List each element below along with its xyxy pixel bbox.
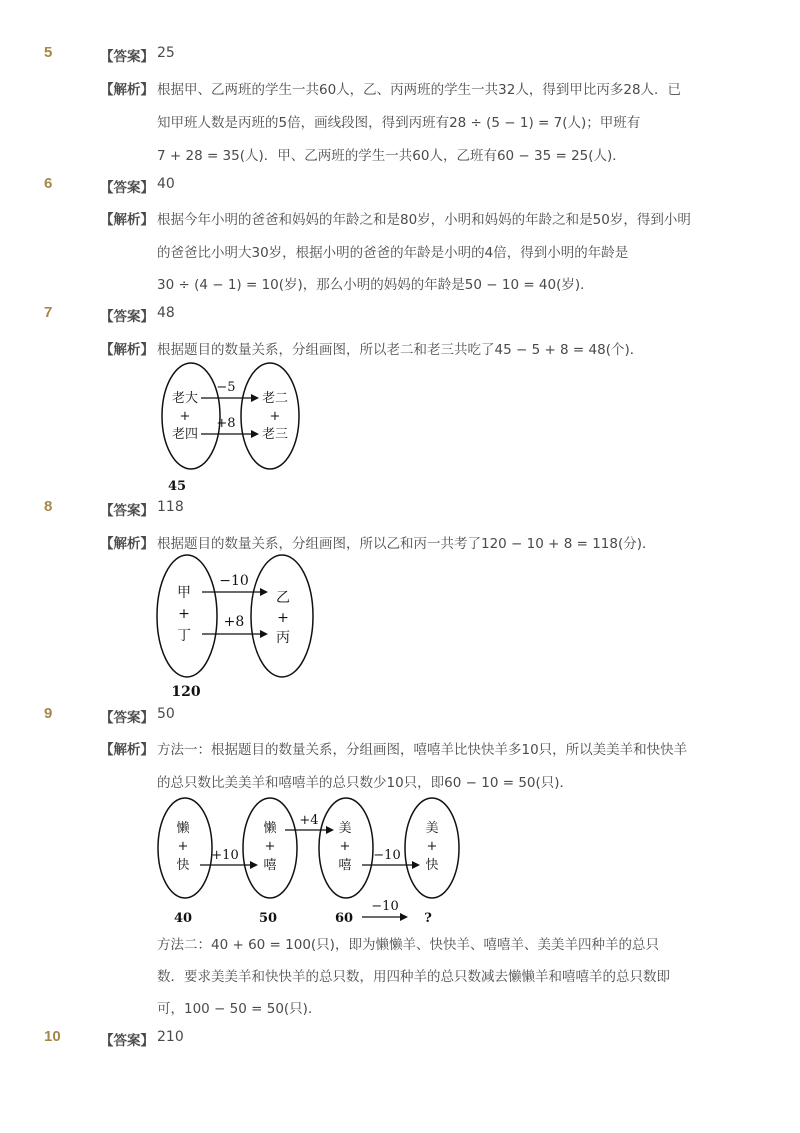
answer-label: 【答案】 xyxy=(100,503,154,519)
answer-label: 【答案】 xyxy=(100,309,154,325)
question-number: 7 xyxy=(44,304,53,321)
answer-label: 【答案】 xyxy=(100,180,154,196)
group-1-plus: + xyxy=(177,839,189,854)
arrow-head xyxy=(412,861,420,869)
answer-label: 【答案】 xyxy=(100,710,154,726)
question-number: 5 xyxy=(44,44,53,61)
arrow-head xyxy=(251,394,259,402)
group-3-top: 美 xyxy=(338,821,352,836)
analysis-label: 【解析】 xyxy=(100,82,154,98)
grouping-diagram xyxy=(150,790,470,930)
analysis-line: 7 + 28 = 35(人)．甲、乙两班的学生一共60人，乙班有60 − 35 = 25(人)． xyxy=(157,148,626,164)
group-4-top: 美 xyxy=(425,821,439,836)
group-2-bottom: 嘻 xyxy=(263,858,277,873)
arrow-label: −10 xyxy=(373,848,401,863)
answer-value: 25 xyxy=(157,45,175,61)
group-2-plus: + xyxy=(264,839,276,854)
group-ellipse-left xyxy=(162,363,220,469)
grouping-diagram xyxy=(150,552,320,702)
analysis-line: 根据题目的数量关系，分组画图，所以乙和丙一共考了120 − 10 + 8 = 118(分)． xyxy=(157,536,656,552)
analysis-label: 【解析】 xyxy=(100,212,154,228)
left-group-plus: + xyxy=(178,606,190,622)
group-total: 120 xyxy=(171,684,201,700)
method2-line: 方法二：40 + 60 = 100(只)，即为懒懒羊、快快羊、嘻嘻羊、美美羊四种羊的总只 xyxy=(157,937,659,953)
arrow-head xyxy=(251,430,259,438)
answer-value: 210 xyxy=(157,1029,184,1045)
analysis-label: 【解析】 xyxy=(100,742,154,758)
question-number: 10 xyxy=(44,1028,61,1045)
left-group-bottom: 老四 xyxy=(171,427,199,442)
arrow-label: −5 xyxy=(216,380,236,395)
arrow-label: +8 xyxy=(223,614,245,630)
group-3-plus: + xyxy=(339,839,351,854)
arrow-head xyxy=(260,588,268,596)
analysis-label: 【解析】 xyxy=(100,342,154,358)
analysis-line: 根据今年小明的爸爸和妈妈的年龄之和是80岁，小明和妈妈的年龄之和是50岁，得到小明 xyxy=(157,212,691,228)
arrow-label: −10 xyxy=(219,573,249,589)
group-total: 60 xyxy=(334,911,354,926)
left-group-top: 甲 xyxy=(177,585,191,601)
analysis-line: 的爸爸比小明大30岁，根据小明的爸爸的年龄是小明的4倍，得到小明的年龄是 xyxy=(157,245,629,261)
group-total: 45 xyxy=(167,479,187,494)
arrow-label: −10 xyxy=(371,899,399,914)
answer-value: 48 xyxy=(157,305,175,321)
answer-label: 【答案】 xyxy=(100,1033,154,1049)
analysis-line: 方法一：根据题目的数量关系，分组画图，嘻嘻羊比快快羊多10只，所以美美羊和快快羊 xyxy=(157,742,688,758)
method2-line: 数．要求美美羊和快快羊的总只数，用四种羊的总只数减去懒懒羊和嘻嘻羊的总只数即 xyxy=(157,969,670,985)
analysis-line: 知甲班人数是丙班的5倍，画线段图，得到丙班有28 ÷ (5 − 1) = 7(人)；甲班有 xyxy=(157,115,641,131)
analysis-line: 30 ÷ (4 − 1) = 10(岁)，那么小明的妈妈的年龄是50 − 10 = 40(岁)． xyxy=(157,277,594,293)
group-1-top: 懒 xyxy=(176,821,190,836)
right-group-bottom: 丙 xyxy=(276,630,290,646)
group-4-plus: + xyxy=(426,839,438,854)
arrow-label: +10 xyxy=(211,848,239,863)
left-group-top: 老大 xyxy=(171,391,199,406)
answer-value: 40 xyxy=(157,176,175,192)
group-total: 50 xyxy=(258,911,278,926)
answer-value: 118 xyxy=(157,499,184,515)
arrow-label: +4 xyxy=(299,813,319,828)
analysis-line: 根据甲、乙两班的学生一共60人，乙、丙两班的学生一共32人，得到甲比丙多28人．已 xyxy=(157,82,682,98)
right-group-bottom: 老三 xyxy=(261,427,289,442)
right-group-plus: + xyxy=(277,610,289,626)
method2-line: 可，100 − 50 = 50(只)． xyxy=(157,1001,322,1017)
group-1-bottom: 快 xyxy=(176,858,190,873)
analysis-line: 的总只数比美美羊和嘻嘻羊的总只数少10只，即60 − 10 = 50(只)． xyxy=(157,775,574,791)
group-total: ? xyxy=(424,911,432,926)
left-group-plus: + xyxy=(179,409,191,424)
question-number: 6 xyxy=(44,175,53,192)
group-2-top: 懒 xyxy=(263,821,277,836)
question-number: 9 xyxy=(44,705,53,722)
grouping-diagram xyxy=(155,360,305,495)
arrow-head xyxy=(250,861,258,869)
right-group-top: 乙 xyxy=(276,590,290,606)
answer-value: 50 xyxy=(157,706,175,722)
question-number: 8 xyxy=(44,498,53,515)
group-total: 40 xyxy=(173,911,193,926)
arrow-head xyxy=(260,630,268,638)
arrow-head xyxy=(326,826,334,834)
analysis-line: 根据题目的数量关系，分组画图，所以老二和老三共吃了45 − 5 + 8 = 48(个)． xyxy=(157,342,644,358)
analysis-label: 【解析】 xyxy=(100,536,154,552)
left-group-bottom: 丁 xyxy=(177,628,191,644)
answer-label: 【答案】 xyxy=(100,49,154,65)
arrow-label: +8 xyxy=(216,416,236,431)
arrow-head xyxy=(400,913,408,921)
group-3-bottom: 嘻 xyxy=(338,858,352,873)
right-group-plus: + xyxy=(269,409,281,424)
group-4-bottom: 快 xyxy=(425,858,439,873)
right-group-top: 老二 xyxy=(261,391,289,406)
